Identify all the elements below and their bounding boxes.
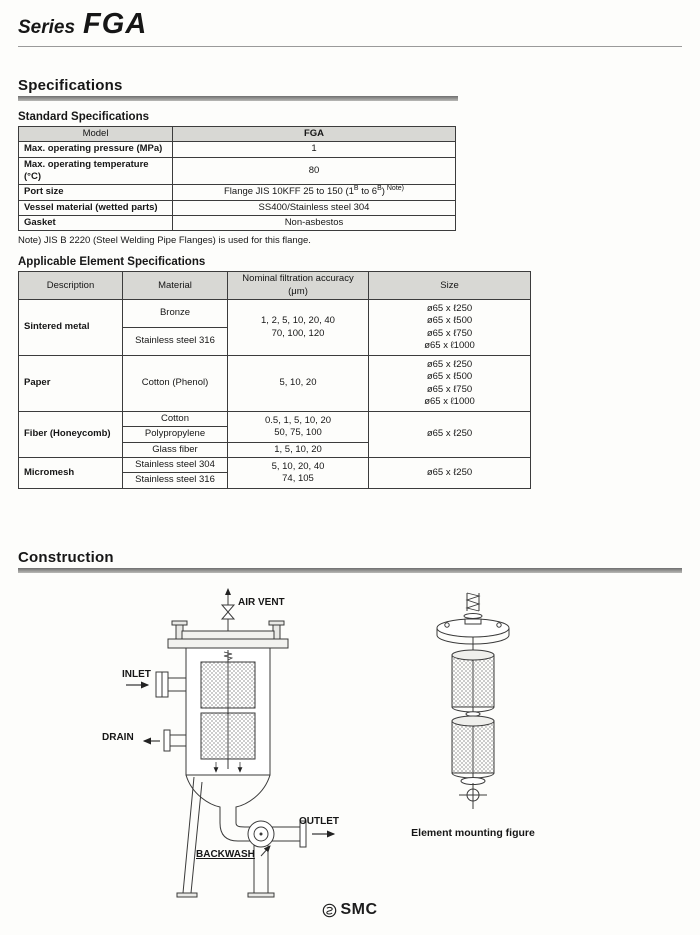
accuracy-line: 1, 2, 5, 10, 20, 40 xyxy=(261,315,335,327)
port-size-sup: B xyxy=(377,185,382,193)
size-line: ø65 x ℓ500 xyxy=(426,315,473,327)
construction-diagram-svg xyxy=(18,583,682,915)
table-row xyxy=(19,356,531,412)
series-label: Series xyxy=(18,17,76,38)
footer-brand xyxy=(0,901,700,919)
accuracy-header: Nominal filtration accuracy (μm) xyxy=(228,272,369,300)
table-row xyxy=(19,157,456,185)
port-size-sup: B xyxy=(353,185,359,193)
standard-spec-subheading: Standard Specifications xyxy=(18,111,150,123)
size-line: ø65 x ℓ250 xyxy=(426,358,473,370)
material-cell: Stainless steel 316 xyxy=(123,473,228,488)
element-spec-subheading: Applicable Element Specifications xyxy=(18,256,206,269)
drain-label: DRAIN xyxy=(102,731,134,743)
spec-label-cell: Vessel material (wetted parts) xyxy=(19,200,173,215)
material-cell: Polypropylene xyxy=(123,427,228,442)
top-flange xyxy=(168,631,288,648)
table-row xyxy=(19,458,531,473)
table-row xyxy=(19,412,531,427)
material-cell: Glass fiber xyxy=(123,442,228,457)
size-line: ø65 x ℓ250 xyxy=(426,302,473,314)
table-row xyxy=(19,300,531,328)
flange-note: Note) JIS B 2220 (Steel Welding Pipe Flanges) is used for this flange. xyxy=(18,235,311,247)
accuracy-line: 5, 10, 20, 40 xyxy=(271,460,325,472)
air-vent-label: AIR VENT xyxy=(238,596,285,608)
standard-spec-table xyxy=(18,126,456,231)
material-cell: Cotton (Phenol) xyxy=(123,356,228,412)
inlet-label: INLET xyxy=(122,668,151,680)
specifications-heading: Specifications xyxy=(18,77,123,94)
smc-logo-icon xyxy=(322,903,337,918)
size-cell xyxy=(369,300,531,356)
page-title xyxy=(18,8,682,41)
accuracy-line: 0.5, 1, 5, 10, 20 xyxy=(264,414,332,426)
material-cell: Bronze xyxy=(123,300,228,328)
size-line: ø65 x ℓ750 xyxy=(426,327,473,339)
size-cell: ø65 x ℓ250 xyxy=(369,458,531,489)
element-mounting-caption: Element mounting figure xyxy=(411,826,535,839)
table-header-row xyxy=(19,272,531,300)
description-header: Description xyxy=(19,272,123,300)
accuracy-cell xyxy=(228,458,369,489)
element-spec-table xyxy=(18,271,531,488)
material-cell: Stainless steel 304 xyxy=(123,458,228,473)
construction-diagram xyxy=(18,583,682,915)
element-cartridge-lower xyxy=(452,716,494,778)
size-cell xyxy=(369,356,531,412)
table-row xyxy=(19,216,456,231)
spec-value-cell: 1 xyxy=(173,142,456,157)
port-size-text: Flange JIS 10KFF 25 to 150 (1 xyxy=(224,186,354,198)
filter-element-upper xyxy=(201,662,255,708)
port-size-note-ref: Note) xyxy=(384,185,404,193)
size-line: ø65 x ℓ500 xyxy=(426,371,473,383)
specifications-underline-bar xyxy=(18,96,458,101)
accuracy-cell xyxy=(228,412,369,443)
inlet-pipe xyxy=(156,672,186,697)
construction-heading: Construction xyxy=(18,548,114,566)
model-header-value: FGA xyxy=(173,127,456,142)
size-line: ø65 x ℓ750 xyxy=(426,383,473,395)
table-row xyxy=(19,200,456,215)
construction-underline-bar xyxy=(18,568,682,573)
model-header-label: Model xyxy=(19,127,173,142)
spec-value-cell-port-size xyxy=(173,185,456,200)
accuracy-line: 50, 75, 100 xyxy=(274,426,322,438)
backwash-arrow xyxy=(261,846,270,856)
spec-label-cell: Max. operating pressure (MPa) xyxy=(19,142,173,157)
spec-label-cell: Port size xyxy=(19,185,173,200)
air-vent-valve-icon xyxy=(222,589,234,631)
title-divider xyxy=(18,46,682,47)
material-cell: Cotton xyxy=(123,412,228,427)
size-header: Size xyxy=(369,272,531,300)
material-cell: Stainless steel 316 xyxy=(123,328,228,356)
drain-pipe xyxy=(164,730,186,751)
port-size-text: ) xyxy=(381,186,385,198)
accuracy-cell: 1, 5, 10, 20 xyxy=(228,442,369,457)
spec-value-cell: 80 xyxy=(173,157,456,185)
description-cell: Sintered metal xyxy=(19,300,123,356)
filter-element-lower xyxy=(201,713,255,759)
description-cell: Micromesh xyxy=(19,458,123,489)
table-row xyxy=(19,127,456,142)
description-cell: Fiber (Honeycomb) xyxy=(19,412,123,458)
size-line: ø65 x ℓ1000 xyxy=(424,339,475,351)
table-row xyxy=(19,185,456,200)
spec-label-cell: Gasket xyxy=(19,216,173,231)
description-cell: Paper xyxy=(19,356,123,412)
spec-value-cell: SS400/Stainless steel 304 xyxy=(173,200,456,215)
bottom-wing-nut xyxy=(459,777,487,809)
size-cell: ø65 x ℓ250 xyxy=(369,412,531,458)
spec-label-cell: Max. operating temperature (°C) xyxy=(19,157,173,185)
outlet-label: OUTLET xyxy=(299,815,339,827)
accuracy-line: 74, 105 xyxy=(282,472,314,484)
element-cartridge-upper xyxy=(452,650,494,712)
backwash-flange xyxy=(248,821,274,847)
spec-value-cell: Non-asbestos xyxy=(173,216,456,231)
element-mounting-figure xyxy=(437,593,509,809)
backwash-label: BACKWASH xyxy=(196,848,255,860)
accuracy-cell xyxy=(228,300,369,356)
port-size-text: to 6 xyxy=(358,186,378,198)
size-line: ø65 x ℓ1000 xyxy=(424,395,475,407)
series-model: FGA xyxy=(83,8,148,40)
smc-logo-text: SMC xyxy=(340,901,378,918)
accuracy-line: 70, 100, 120 xyxy=(271,327,325,339)
accuracy-cell: 5, 10, 20 xyxy=(228,356,369,412)
table-row xyxy=(19,142,456,157)
material-header: Material xyxy=(123,272,228,300)
